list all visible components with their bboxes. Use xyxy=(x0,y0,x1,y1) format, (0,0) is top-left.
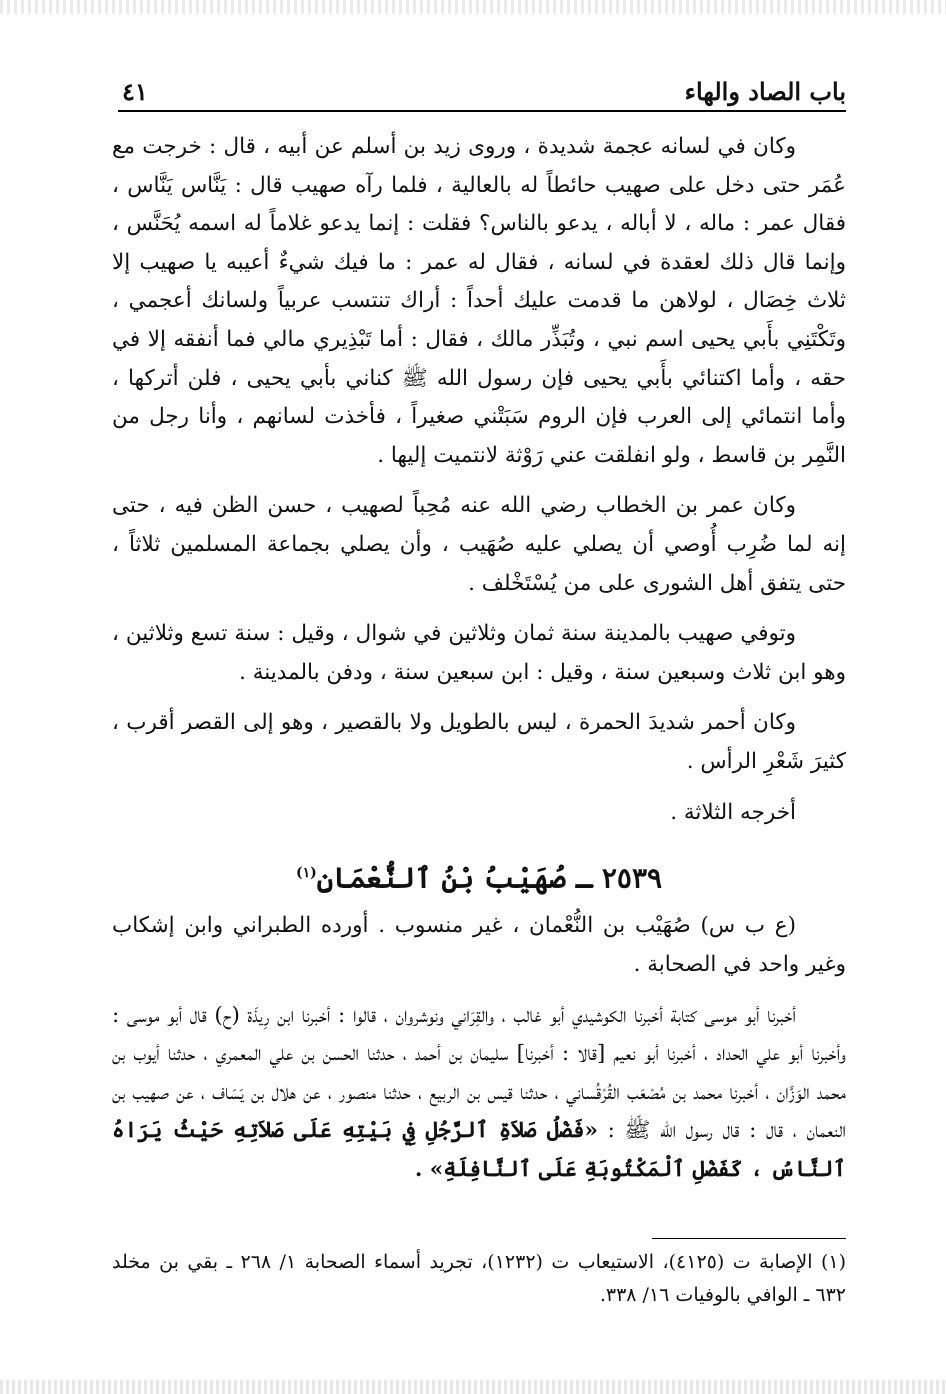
page-number: ٤١ xyxy=(122,77,148,106)
entry-name: صُهَيْبُ بْنُ ٱلنُّعْمَانِ xyxy=(316,861,566,895)
paragraph: وتوفي صهيب بالمدينة سنة ثمان وثلاثين في شوال ، وقيل : سنة تسع وثلاثين ، وهو ابن ثلاث وسبعين سنة ، وقيل : ابن سبعين سنة ، ودفن بالمدينة . xyxy=(112,621,846,685)
paragraph: وكان أحمر شديدَ الحمرة ، ليس بالطويل ولا بالقصير ، وهو إلى القصر أقرب ، كثيرَ شَعْرِ الرأس . xyxy=(112,710,846,774)
entry-heading xyxy=(112,850,846,901)
footnotes xyxy=(112,1246,846,1312)
footnote-divider xyxy=(652,1238,846,1239)
hadith-text: «فَضْلُ صَلاَةِ ٱلرَّجُلِ فِي بَيْتِهِ عَلَى صَلاَتِهِ حَيْثُ يَرَاهُ ٱلنَّاسُ ، كَفَضْلِ ٱلْمَكْتُوبَةِ عَلَى ٱلنَّافِلَةِ» . xyxy=(112,1118,846,1182)
entry-paragraph: (ع ب س) صُهَيْب بن النُّعْمان ، غير منسوب . أورده الطبراني وابن إشكاب وغير واحد في الصحابة . xyxy=(112,913,846,978)
scan-edge-bottom xyxy=(0,1380,946,1394)
isnad-text: أخبرنا أبو موسى كتابة أخبرنا الكوشيدي أبو غالب ، والقِرَاني ونوشروان ، قالوا : أخبرنا ابن رِيذَة (ح) قال أبو موسى : وأخبرنا أبو علي الحداد ، أخبرنا أبو نعيم [قالا : أخبرنا] سليمان بن أحمد ، حدثنا الحسن بن علي المعمري ، حدثنا أيوب بن محمد الوَزَّان ، أخبرنا محمد بن مُصْعَب القُرْقُساني ، حدثنا قيس بن الربيع ، حدثنا منصور ، عن هلال بن يَسَاف ، عن صهيب بن النعمان ، قال : قال رسول الله ﷺ : xyxy=(112,1002,846,1144)
running-header xyxy=(118,76,846,112)
entry-separator: ـ xyxy=(575,861,593,895)
scan-edge-top xyxy=(0,0,946,14)
footnote: (١) الإصابة ت (٤١٢٥)، الاستيعاب ت (١٢٣٢)، تجريد أسماء الصحابة ١/ ٢٦٨ ـ بقي بن مخلد ٦٣٢ ـ الوافي بالوفيات ١٦/ ٣٣٨. xyxy=(112,1251,847,1306)
closing-line: أخرجه الثلاثة . xyxy=(670,799,796,825)
footnote-marker: (١) xyxy=(295,865,317,882)
main-text xyxy=(112,128,846,1202)
entry-paragraph xyxy=(112,997,846,1190)
entry-number: ٢٥٣٩ xyxy=(601,861,663,895)
chapter-title: باب الصاد والهاء xyxy=(684,77,846,106)
paragraph: وكان في لسانه عجمة شديدة ، وروى زيد بن أسلم عن أبيه ، قال : خرجت مع عُمَر حتى دخل على صهيب حائطاً له بالعالية ، فلما رآه صهيب قال : يَنَّاس يَنَّاس ، فقال عمر : ماله ، لا أباله ، يدعو بالناس؟ فقلت : إنما يدعو غلاماً له اسمه يُحَنَّس ، وإنما قال ذلك لعقدة في لسانه ، فقال له عمر : ما فيك شيءٌ أعيبه يا صهيب إلا ثلاث خِصَال ، لولاهن ما قدمت عليك أحداً : أراك تنتسب عربياً ولسانك أعجمي ، وتَكْتَنِي بأَبي يحيى اسم نبي ، وتُبَذِّر مالك ، فقال : أما تَبْذِيري مالي فما أنفقه إلا في حقه ، وأما اكتنائي بأَبي يحيى فإن رسول الله ﷺ كناني بأبي يحيى ، فلن أتركها ، وأما انتمائي إلى العرب فإن الروم سَبَتْني صغيراً ، فأخذت لسانهم ، وأنا رجل من النَّمِر بن قاسط ، ولو انفلقت عني رَوْثة لانتميت إليها . xyxy=(112,134,846,468)
paragraph: وكان عمر بن الخطاب رضي الله عنه مُحِباً لصهيب ، حسن الظن فيه ، حتى إنه لما ضُرِب أُوصي أن يصلي عليه صُهَيب ، وأن يصلي بجماعة المسلمين ثلاثاً ، حتى يتفق أهل الشورى على من يُسْتَخْلف . xyxy=(112,493,846,596)
